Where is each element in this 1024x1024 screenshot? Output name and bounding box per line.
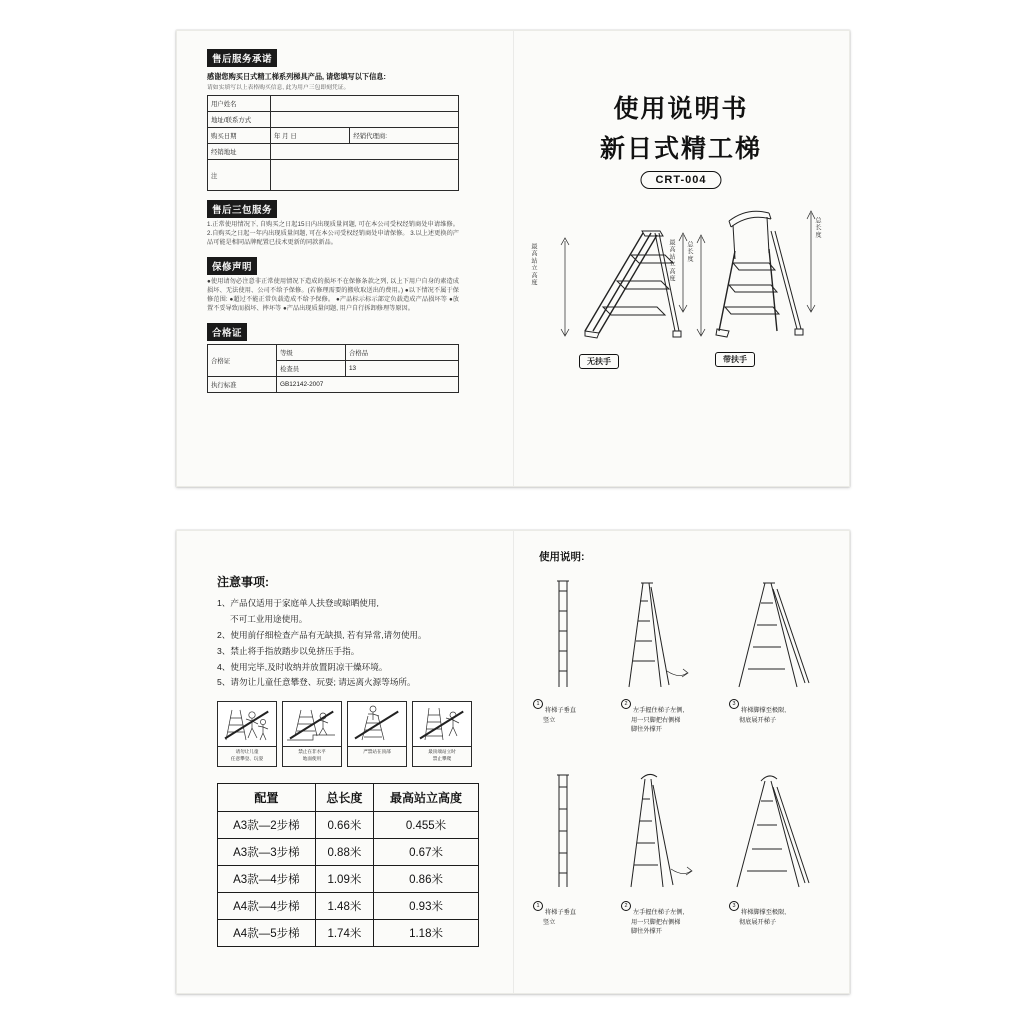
spec-cell-3-1: 1.48米 xyxy=(315,893,373,920)
spec-cell-4-2: 1.18米 xyxy=(374,920,479,947)
list-item-cont: 不可工业用途使用。 xyxy=(230,613,308,624)
list-item: 3、禁止将手指放踏步以免挤压手指。 xyxy=(217,645,360,656)
warning-card-1 xyxy=(282,701,342,767)
warning-card-2 xyxy=(347,701,407,767)
step-caption: 将梯脚撑至极限, xyxy=(741,707,787,714)
cover-page xyxy=(513,31,849,486)
step-number: 2 xyxy=(621,901,631,911)
table-row xyxy=(208,96,459,112)
list-item: 2、使用前仔细检查产品有无缺损, 若有异常,请勿使用。 xyxy=(217,629,427,640)
table-row xyxy=(208,128,459,144)
spec-cell-1-0: A3款—3步梯 xyxy=(218,839,316,866)
owner-form-table xyxy=(207,95,459,191)
usage-figure-row2-icon xyxy=(533,769,823,895)
usage-page xyxy=(513,531,849,993)
step-number: 3 xyxy=(729,699,739,709)
step-caption: 将梯子垂直 xyxy=(545,707,576,714)
dim-right-length-label: 总长度 xyxy=(814,217,821,239)
notes-list xyxy=(217,596,487,691)
usage-step-1-1 xyxy=(533,699,609,726)
service-promise-section xyxy=(207,49,459,67)
warning-card-0 xyxy=(217,701,277,767)
doc-title-line2: 新日式精工梯 xyxy=(599,134,762,163)
figure-ladder-no-handrail xyxy=(530,211,697,366)
form-label-3: 经销地址 xyxy=(208,144,271,160)
table-row xyxy=(208,377,459,393)
list-item: 4、使用完毕,及时收纳并放置阴凉干燥环境。 xyxy=(217,661,388,672)
warning-card-3 xyxy=(412,701,472,767)
spec-cell-0-0: A3款—2步梯 xyxy=(218,812,316,839)
usage-step-2-3 xyxy=(729,901,805,928)
form-value-2b[interactable]: 经销代理商: xyxy=(350,128,459,144)
notes-page xyxy=(177,531,513,993)
dim-left-height-label: 最高站立高度 xyxy=(530,243,537,287)
table-row xyxy=(218,920,479,947)
dim-right-height-label: 最高站立高度 xyxy=(668,239,675,283)
form-label-4: 注 xyxy=(208,160,271,191)
spec-cell-1-2: 0.67米 xyxy=(374,839,479,866)
usage-step-2-1 xyxy=(533,901,609,928)
no-lean-icon xyxy=(412,701,472,747)
cert-label-0: 合格证 xyxy=(208,345,277,377)
step-caption-line2: 竖立 xyxy=(543,717,556,724)
step-caption: 左手握住梯子左侧, xyxy=(633,707,685,714)
cert-label-2: 执行标准 xyxy=(208,377,277,393)
warning-caption-1: 禁止在非水平 地面使用 xyxy=(282,747,342,767)
warning-caption-2: 严禁站在顶部 xyxy=(347,747,407,767)
warning-icon-row xyxy=(217,701,487,767)
usage-row-2-figures xyxy=(533,769,823,895)
warranty-text: 1.正常使用情况下, 自购买之日起15日内出现质量问题, 可在本公司受权经销商处申请维修。 2.自购买之日起一年内出现质量问题, 可在本公司受权经销商处申请保修。 3.以上述更换的产品可能是相同品牌配置已技术更新的同款新品。 xyxy=(207,221,459,247)
ladder-no-handrail-icon xyxy=(547,211,697,361)
usage-title: 使用说明: xyxy=(539,551,585,563)
no-top-step-icon xyxy=(347,701,407,747)
spec-header-0: 配置 xyxy=(218,784,316,812)
list-item: 5、请勿让儿童任意攀登、玩耍; 请远离火源等场所。 xyxy=(217,677,416,688)
form-value-0[interactable] xyxy=(271,96,459,112)
spec-cell-4-0: A4款—5步梯 xyxy=(218,920,316,947)
no-uneven-ground-icon xyxy=(282,701,342,747)
table-row xyxy=(208,144,459,160)
spec-cell-4-1: 1.74米 xyxy=(315,920,373,947)
page-title xyxy=(513,89,849,165)
list-item: 1、产品仅适用于家庭单人扶登或晾晒使用, xyxy=(217,598,379,608)
table-row xyxy=(218,839,479,866)
step-caption: 左手握住梯子左侧, xyxy=(633,909,685,916)
cert-c2-0: 等级 xyxy=(277,345,346,361)
instruction-sheet-bottom xyxy=(176,530,850,994)
form-label-2: 购买日期 xyxy=(208,128,271,144)
fig-right-caption: 带扶手 xyxy=(715,352,755,367)
step-number: 1 xyxy=(533,699,543,709)
model-badge: CRT-004 xyxy=(640,171,721,189)
table-row xyxy=(218,812,479,839)
cert-c3-0: 合格品 xyxy=(346,345,459,361)
form-label-0: 用户姓名 xyxy=(208,96,271,112)
form-value-3[interactable] xyxy=(271,144,459,160)
form-value-4[interactable] xyxy=(271,160,459,191)
table-header-row xyxy=(218,784,479,812)
spec-header-1: 总长度 xyxy=(315,784,373,812)
step-caption-line2: 竖立 xyxy=(543,919,556,926)
spec-cell-2-2: 0.86米 xyxy=(374,866,479,893)
thanks-subtext: 请如实填写以上表格购买信息, 此为用户三包即刻凭证。 xyxy=(207,85,350,91)
usage-step-1-3 xyxy=(729,699,805,726)
notes-title: 注意事项: xyxy=(217,575,269,589)
table-row xyxy=(208,112,459,128)
warranty-title: 售后三包服务 xyxy=(207,200,277,218)
step-caption: 将梯子垂直 xyxy=(545,909,576,916)
spec-cell-1-1: 0.88米 xyxy=(315,839,373,866)
step-number: 3 xyxy=(729,901,739,911)
spec-cell-2-1: 1.09米 xyxy=(315,866,373,893)
form-label-1: 地址/联系方式 xyxy=(208,112,271,128)
no-children-icon xyxy=(217,701,277,747)
service-promise-title: 售后服务承诺 xyxy=(207,49,277,67)
spec-cell-3-0: A4款—4步梯 xyxy=(218,893,316,920)
cert-table xyxy=(207,344,459,393)
spec-cell-2-0: A3款—4步梯 xyxy=(218,866,316,893)
cert-c3-1: 13 xyxy=(346,361,459,377)
cert-title: 合格证 xyxy=(207,323,247,341)
warning-caption-3: 最顶端站立时 禁止攀爬 xyxy=(412,747,472,767)
instruction-sheet-top xyxy=(176,30,850,487)
step-caption: 将梯脚撑至极限, xyxy=(741,909,787,916)
statement-text: ●使用请勿必注意非正常使用情况下造成的损坏不在保修条款之列, 以上下用户自身的素造成损坏、无法使用、公司不给予保修。(若修理需要的搬收取送出的费用。) ●以下情况不属于保修范围: ●超过不能正常负载造成不给予保修。 ●产品标示标示部定负载造成产品损坏等 ●放置不妥导致而损坏、摔坏等 ●产品出现质量问题, 用户自行拆卸修理等原因。 xyxy=(207,278,459,313)
statement-section xyxy=(207,257,459,275)
step-caption-line2: 用一只脚把右侧梯 xyxy=(631,919,681,926)
top-left-page xyxy=(177,31,513,486)
dim-left-length-label: 总长度 xyxy=(686,241,693,263)
statement-title: 保修声明 xyxy=(207,257,257,275)
usage-step-1-2 xyxy=(621,699,697,734)
form-value-1[interactable] xyxy=(271,112,459,128)
spec-cell-0-1: 0.66米 xyxy=(315,812,373,839)
usage-row-1-figures xyxy=(533,575,823,693)
cert-section xyxy=(207,323,459,341)
table-row xyxy=(208,160,459,191)
table-row xyxy=(208,345,459,361)
thanks-text: 感谢您购买日式精工梯系列梯具产品, 请您填写以下信息: xyxy=(207,72,386,81)
table-row xyxy=(218,866,479,893)
usage-step-2-2 xyxy=(621,901,697,936)
spec-header-2: 最高站立高度 xyxy=(374,784,479,812)
usage-figure-row1-icon xyxy=(533,575,823,693)
spec-table xyxy=(217,783,479,947)
doc-title-line1: 使用说明书 xyxy=(613,94,749,123)
step-caption-line2: 彻底展开梯子 xyxy=(739,717,777,724)
warning-caption-0: 请勿让儿童 任意攀登、玩耍 xyxy=(217,747,277,767)
step-number: 1 xyxy=(533,901,543,911)
step-caption-line2: 彻底展开梯子 xyxy=(739,919,777,926)
warranty-section xyxy=(207,200,459,218)
step-caption-line2: 用一只脚把右侧梯 xyxy=(631,717,681,724)
cert-c2-2: GB12142-2007 xyxy=(277,377,459,393)
step-number: 2 xyxy=(621,699,631,709)
cert-c2-1: 检查员 xyxy=(277,361,346,377)
figure-ladder-handrail xyxy=(668,191,835,364)
form-value-2[interactable]: 年 月 日 xyxy=(271,128,350,144)
spec-cell-0-2: 0.455米 xyxy=(374,812,479,839)
table-row xyxy=(218,893,479,920)
step-caption-line3: 脚往外撑开 xyxy=(631,927,662,935)
spec-cell-3-2: 0.93米 xyxy=(374,893,479,920)
step-caption-line3: 脚往外撑开 xyxy=(631,725,662,733)
fig-left-caption: 无扶手 xyxy=(579,354,619,369)
fig-left-caption-wrap xyxy=(579,351,619,369)
fig-right-caption-wrap xyxy=(715,349,755,367)
